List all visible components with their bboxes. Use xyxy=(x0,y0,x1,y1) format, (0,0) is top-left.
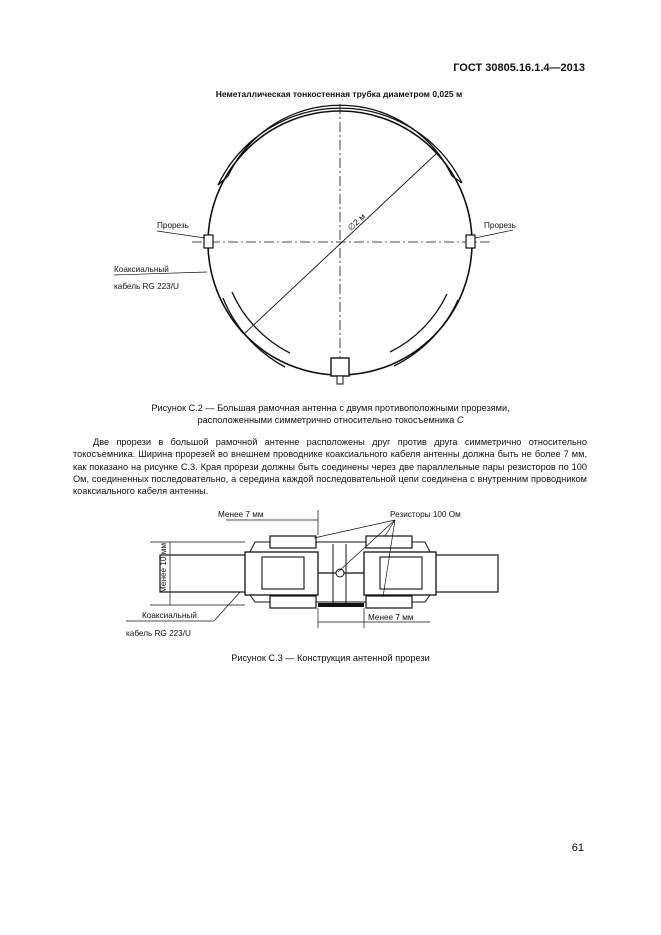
label-cable-line1: Коаксиальный xyxy=(114,265,169,274)
figure-c3-caption: Рисунок С.3 — Конструкция антенной прорези xyxy=(231,653,430,663)
caption-line-1: Рисунок С.2 — Большая рамочная антенна с двумя противоположными прорезями, xyxy=(151,403,510,413)
resistor-bottom-left xyxy=(270,596,316,608)
label-resistors: Резисторы 100 Ом xyxy=(390,510,461,519)
cable-left xyxy=(160,555,248,592)
label-cable-line1-c3: Коаксиальный xyxy=(142,611,197,620)
resistor-top-left xyxy=(270,536,316,548)
slot-right xyxy=(466,235,475,248)
slot-gap xyxy=(318,603,364,607)
page-number: 61 xyxy=(571,842,584,854)
label-slot-left: Прорезь xyxy=(157,221,189,230)
figure-c2-title: Неметаллическая тонкостенная трубка диаметром 0,025 м xyxy=(215,89,463,99)
feed-point xyxy=(331,358,349,376)
label-less7-top: Менее 7 мм xyxy=(218,510,264,519)
figure-c2-caption xyxy=(0,402,661,426)
paragraph-text: Две прорези в большой рамочной антенне расположены друг против друга симметрично относительно токосъемника. Ширина прорезей во внешнем проводнике коаксиального кабеля антенны должна быть не более 7 мм, как показано на рисунке С.3. Края прорези должны быть соединены через две параллельные пары резисторов по 100 Ом, соединенных последовательно, а середина каждой последовательной цепи соединена с внутренним проводником коаксиального кабеля антенны. xyxy=(73,437,587,497)
resistor-bottom-right xyxy=(366,596,412,608)
slot-left xyxy=(204,235,213,248)
resistor-top-right xyxy=(366,536,412,548)
diameter-label: ∅2 м xyxy=(345,211,368,233)
figure-c2-loop-antenna xyxy=(0,0,661,400)
diameter-line xyxy=(244,153,437,334)
label-less7-bottom: Менее 7 мм xyxy=(368,613,414,622)
label-slot-right: Прорезь xyxy=(484,221,516,230)
body-paragraph xyxy=(73,436,587,497)
caption-line-2: расположенными симметрично относительно токосъемника С xyxy=(197,415,464,425)
label-cable-line2: кабель RG 223/U xyxy=(114,282,179,291)
figure-c3-slot-construction xyxy=(0,500,661,650)
cable-right xyxy=(433,555,498,592)
label-less10: Менее 10 мм xyxy=(159,542,168,593)
label-cable-line2-c3: кабель RG 223/U xyxy=(126,629,191,638)
document-header: ГОСТ 30805.16.1.4—2013 xyxy=(453,62,585,74)
